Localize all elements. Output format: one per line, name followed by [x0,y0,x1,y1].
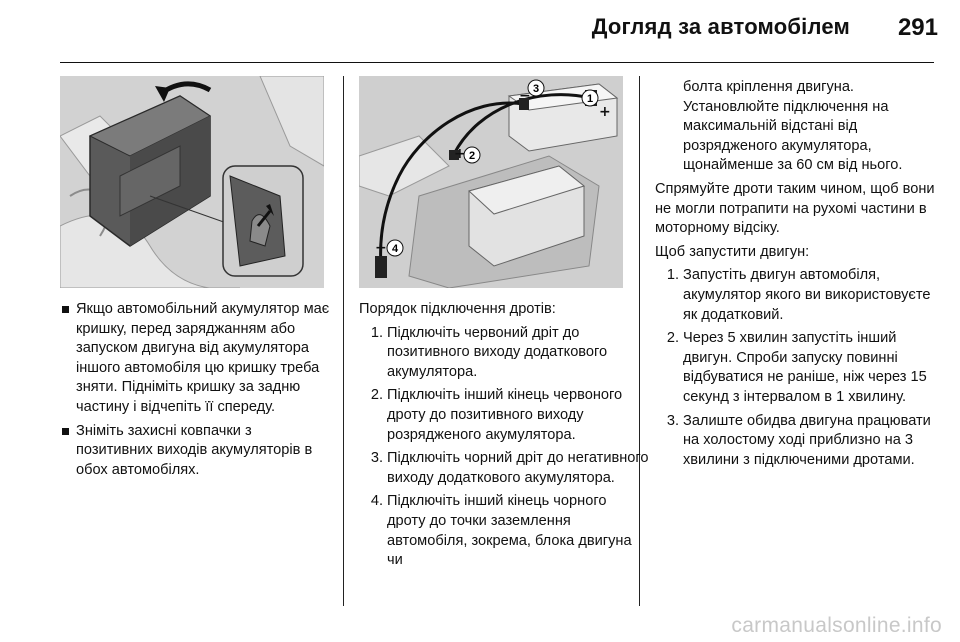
step-number: 3. [370,450,383,467]
list-item [365,386,649,445]
svg-text:−: − [519,88,531,104]
step-number: 1. [666,267,679,284]
list-item [365,492,649,570]
list-item [365,449,649,488]
callout-4: 4 [391,243,399,255]
svg-text:−: − [375,240,387,256]
jump-start-cables-illustration-icon [359,76,623,288]
step-number: 1. [370,324,383,341]
routing-paragraph: Спрямуйте дроти таким чином, щоб вони не могли потрапити на рухомі частини в моторному відсіку. [655,180,935,237]
step-number: 3. [666,412,679,429]
step-text: Підключіть чорний дріт до негативного виходу додаткового акумулятора. [387,450,649,486]
bullet-text: Зніміть захисні ковпачки з позитивних виходів акумуляторів в обох автомобілях. [76,422,313,478]
list-item [661,412,935,471]
bullet-text: Якщо автомобільний акумулятор має кришку, перед заряджанням або запуском двигуна від акумулятора іншого автомобіля цю кришку треба зняти. Підніміть кришку за задню частину і відчепіть її спереду. [76,301,330,415]
callout-1: 1 [586,93,594,105]
step-text: Запустіть двигун автомобіля, акумулятор якого ви використовуєте як додатковий. [683,267,931,323]
list-item [365,324,649,383]
page-header-title: Догляд за автомобілем [591,14,850,39]
list-item [661,266,935,325]
callout-3: 3 [532,83,540,95]
step-number: 2. [370,387,383,404]
svg-text:+: + [599,104,611,120]
connection-order-intro: Порядок підключення дротів: [359,301,556,317]
jump-start-figure [359,76,623,288]
bullet-square-icon [62,306,69,313]
bullet-square-icon [62,428,69,435]
step-number: 2. [666,330,679,347]
list-item [60,422,330,481]
continued-step-text: болта кріплення двигуна. Установлюйте підключення на максимальній відстані від розрядженого акумулятора, щонайменше за 60 см від нього. [683,79,903,174]
column-3 [655,78,935,474]
list-item [60,300,330,418]
step-number: 4. [370,493,383,510]
watermark: carmanualsonline.info [731,614,942,637]
step-text: Залиште обидва двигуна працювати на холостому ході приблизно на 3 хвилини з підключеними дротами. [683,412,931,468]
battery-cover-figure [60,76,324,288]
step-text: Підключіть червоний дріт до позитивного виходу додаткового акумулятора. [387,324,608,380]
column-2 [343,300,649,575]
svg-text:+: + [454,146,466,162]
step-text: Підключіть інший кінець червоного дроту до позитивного виходу розрядженого акумулятора. [387,387,623,443]
battery-cover-illustration-icon [60,76,324,288]
header-divider [60,62,934,63]
page-number: 291 [897,14,938,41]
start-engine-intro: Щоб запустити двигун: [655,243,810,260]
step-text: Підключіть інший кінець чорного дроту до точки заземлення автомобіля, зокрема, блока двигуна чи [387,493,632,569]
column-1-bullets [60,300,330,484]
callout-2: 2 [468,150,476,162]
list-item [661,329,935,407]
step-text: Через 5 хвилин запустіть інший двигун. Спроби запуску повинні відбуватися не раніше, ніж через 15 секунд з інтервалом в 1 хвилину. [683,330,927,405]
